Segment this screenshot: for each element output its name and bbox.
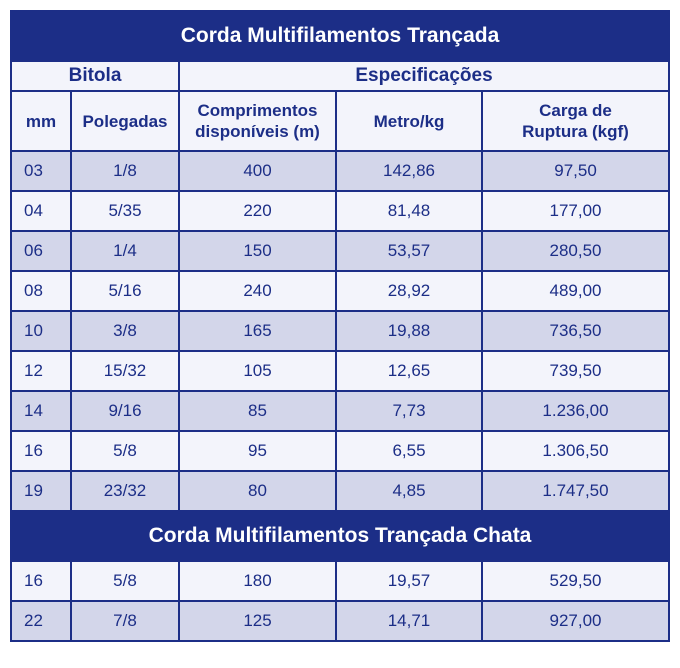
cell-polegadas: 3/8: [71, 311, 179, 351]
cell-mm: 10: [11, 311, 71, 351]
table-row: [11, 471, 669, 511]
cell-comprimento: 400: [179, 151, 336, 191]
header-carga: [482, 91, 669, 151]
cell-comprimento: 85: [179, 391, 336, 431]
cell-carga-ruptura: 489,00: [482, 271, 669, 311]
spec-table: [10, 10, 670, 642]
cell-polegadas: 5/8: [71, 561, 179, 601]
cell-mm: 03: [11, 151, 71, 191]
table-subtitle: Corda Multifilamentos Trançada Chata: [11, 511, 669, 561]
cell-carga-ruptura: 1.236,00: [482, 391, 669, 431]
cell-mm: 19: [11, 471, 71, 511]
table-row: [11, 231, 669, 271]
table-row: [11, 601, 669, 641]
cell-carga-ruptura: 280,50: [482, 231, 669, 271]
cell-carga-ruptura: 736,50: [482, 311, 669, 351]
cell-carga-ruptura: 739,50: [482, 351, 669, 391]
table-title: Corda Multifilamentos Trançada: [11, 11, 669, 61]
header-especificacoes: Especificações: [179, 61, 669, 91]
header-comprimentos-line2: disponíveis (m): [195, 122, 320, 141]
header-mm: mm: [11, 91, 71, 151]
cell-metro-kg: 4,85: [336, 471, 482, 511]
cell-polegadas: 15/32: [71, 351, 179, 391]
header-comprimentos: [179, 91, 336, 151]
table-row: [11, 311, 669, 351]
cell-carga-ruptura: 529,50: [482, 561, 669, 601]
cell-carga-ruptura: 97,50: [482, 151, 669, 191]
table-row: [11, 151, 669, 191]
cell-comprimento: 180: [179, 561, 336, 601]
cell-comprimento: 220: [179, 191, 336, 231]
header-carga-line2: Ruptura (kgf): [522, 122, 629, 141]
cell-metro-kg: 142,86: [336, 151, 482, 191]
cell-comprimento: 95: [179, 431, 336, 471]
cell-metro-kg: 53,57: [336, 231, 482, 271]
table-row: [11, 191, 669, 231]
cell-metro-kg: 14,71: [336, 601, 482, 641]
header-metro-kg: Metro/kg: [336, 91, 482, 151]
cell-comprimento: 165: [179, 311, 336, 351]
cell-polegadas: 1/4: [71, 231, 179, 271]
header-bitola: Bitola: [11, 61, 179, 91]
cell-comprimento: 80: [179, 471, 336, 511]
cell-carga-ruptura: 1.306,50: [482, 431, 669, 471]
cell-mm: 04: [11, 191, 71, 231]
cell-mm: 22: [11, 601, 71, 641]
cell-metro-kg: 19,57: [336, 561, 482, 601]
cell-metro-kg: 28,92: [336, 271, 482, 311]
cell-metro-kg: 6,55: [336, 431, 482, 471]
cell-mm: 16: [11, 561, 71, 601]
cell-polegadas: 7/8: [71, 601, 179, 641]
header-polegadas: Polegadas: [71, 91, 179, 151]
cell-comprimento: 150: [179, 231, 336, 271]
header-carga-line1: Carga de: [539, 101, 612, 120]
table-row: [11, 271, 669, 311]
table-row: [11, 431, 669, 471]
cell-comprimento: 125: [179, 601, 336, 641]
cell-polegadas: 23/32: [71, 471, 179, 511]
cell-carga-ruptura: 177,00: [482, 191, 669, 231]
table-row: [11, 391, 669, 431]
cell-carga-ruptura: 1.747,50: [482, 471, 669, 511]
cell-metro-kg: 81,48: [336, 191, 482, 231]
cell-polegadas: 1/8: [71, 151, 179, 191]
cell-polegadas: 5/8: [71, 431, 179, 471]
cell-mm: 06: [11, 231, 71, 271]
cell-mm: 16: [11, 431, 71, 471]
table-row: [11, 561, 669, 601]
cell-mm: 12: [11, 351, 71, 391]
cell-polegadas: 5/35: [71, 191, 179, 231]
table-row: [11, 351, 669, 391]
cell-polegadas: 5/16: [71, 271, 179, 311]
cell-polegadas: 9/16: [71, 391, 179, 431]
cell-metro-kg: 7,73: [336, 391, 482, 431]
cell-comprimento: 105: [179, 351, 336, 391]
cell-metro-kg: 19,88: [336, 311, 482, 351]
cell-carga-ruptura: 927,00: [482, 601, 669, 641]
cell-metro-kg: 12,65: [336, 351, 482, 391]
header-comprimentos-line1: Comprimentos: [197, 101, 318, 120]
cell-mm: 14: [11, 391, 71, 431]
cell-comprimento: 240: [179, 271, 336, 311]
cell-mm: 08: [11, 271, 71, 311]
